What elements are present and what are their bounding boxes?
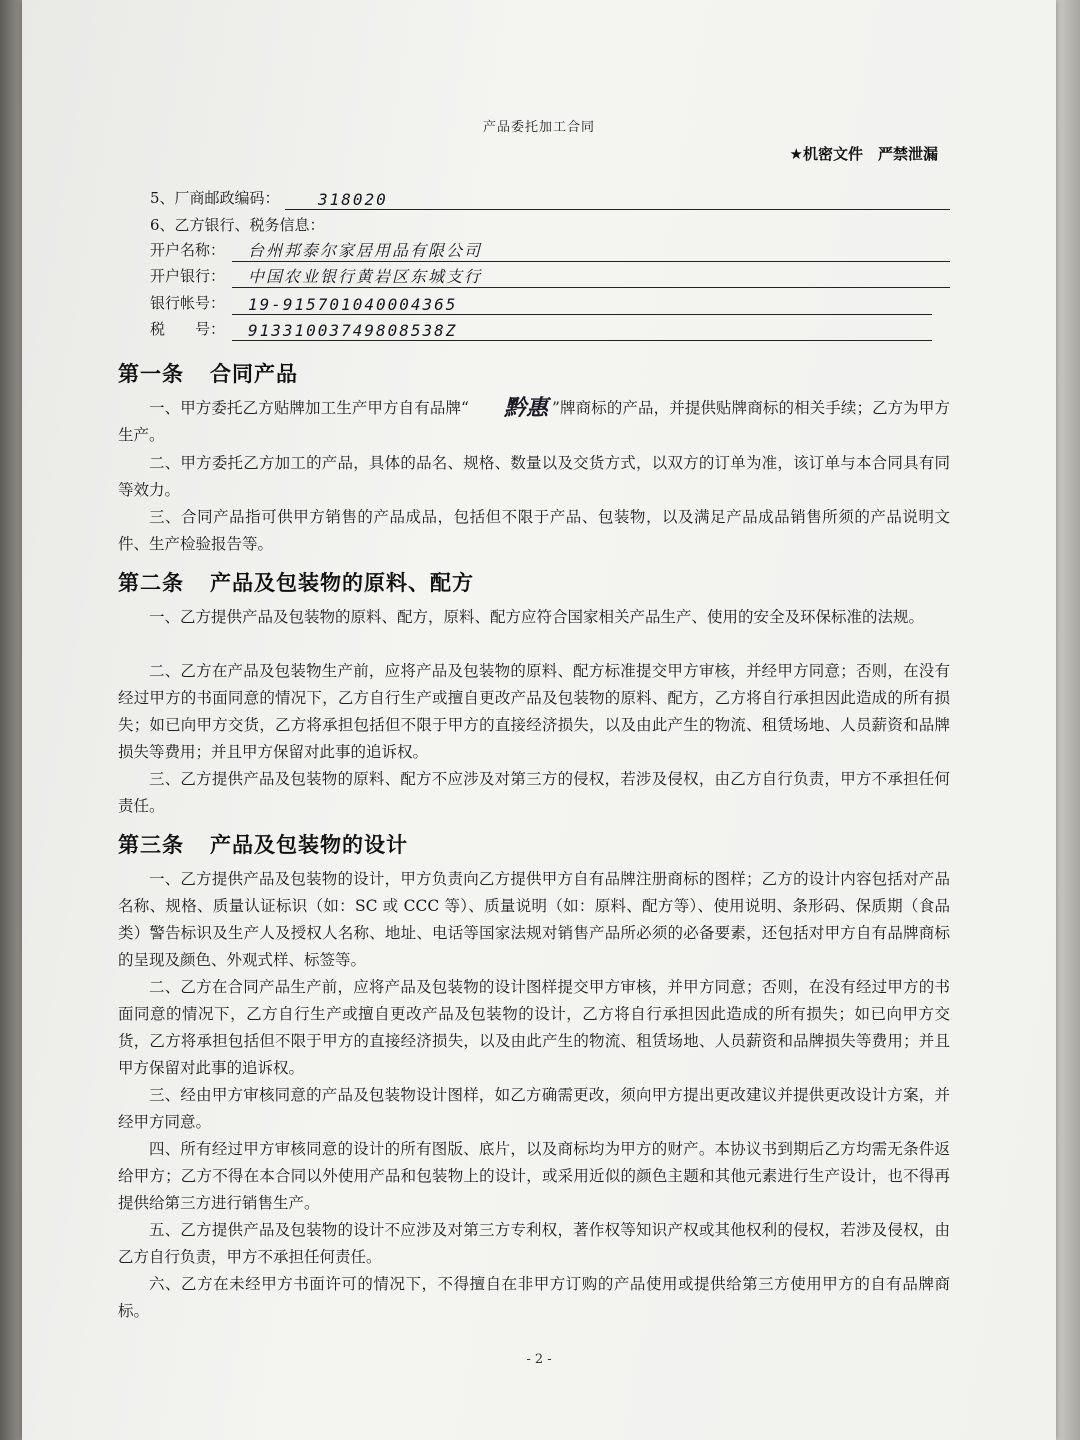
article-2-number: 第二条 [118,571,184,595]
article-3-clause-3: 三、经由甲方审核同意的产品及包装物设计图样，如乙方确需更改，须向甲方提出更改建议并提供更改设计方案，并经甲方同意。 [118,1086,950,1131]
account-no-value: 19-915701040004365 [248,295,458,314]
account-name-line [232,261,950,262]
article-3-clause-1: 一、乙方提供产品及包装物的设计，甲方负责向乙方提供甲方自有品牌注册商标的图样；乙方的设计内容包括对产品名称、规格、质量认证标识（如：SC 或 CCC 等）、质量说明（如：原料、配方等）、使用说明、条形码、保质期（食品类）警告标识及生产人及授权人名称、地址、电话等国家法规对销售产品所必须的必备要素，还包括对甲方自有品牌商标的呈现及颜色、外观式样、标签等。 [118,870,950,969]
article-2-title: 产品及包装物的原料、配方 [210,571,474,595]
tax-no-value: 91331003749808538Z [248,321,458,340]
bank-label: 开户银行： [150,267,226,285]
article-1-clause-2: 二、甲方委托乙方加工的产品，具体的品名、规格、数量以及交货方式，以双方的订单为准，该订单与本合同具有同等效力。 [118,454,950,499]
account-no-label: 银行帐号： [150,294,226,312]
confidential-notice: ★机密文件 严禁泄漏 [789,145,938,163]
document-title: 产品委托加工合同 [482,120,595,135]
bank-info-row [150,213,950,237]
tax-no-row [150,317,950,341]
article-1-clause-1 [118,395,950,449]
account-name-label: 开户名称： [150,241,226,259]
tax-no-line [232,340,932,341]
page-number: - 2 - [526,1352,552,1367]
article-3-clause-4: 四、所有经过甲方审核同意的设计的所有图版、底片，以及商标均为甲方的财产。本协议书到期后乙方均需无条件返给甲方；乙方不得在本合同以外使用产品和包装物上的设计，或采用近似的颜色主题和其他元素进行生产设计，也不得再提供给第三方进行销售生产。 [118,1140,950,1212]
article-1-heading [118,358,298,388]
tax-no-label: 税 号： [150,320,226,338]
article-3-clause-6: 六、乙方在未经甲方书面许可的情况下，不得擅自在非甲方订购的产品使用或提供给第三方使用甲方的自有品牌商标。 [118,1275,950,1320]
postal-code-row [150,186,950,210]
postal-code-line [285,209,950,210]
article-2-clause-2: 二、乙方在产品及包装物生产前，应将产品及包装物的原料、配方标准提交甲方审核，并经甲方同意；否则，在没有经过甲方的书面同意的情况下，乙方自行生产或擅自更改产品及包装物的原料、配方，乙方将自行承担因此造成的所有损失；如已向甲方交货，乙方将承担包括但不限于甲方的直接经济损失，以及由此产生的物流、租赁场地、人员薪资和品牌损失等费用；并且甲方保留对此事的追诉权。 [118,662,950,761]
bank-value: 中国农业银行黄岩区东城支行 [248,267,483,286]
article-2-clause-1: 一、乙方提供产品及包装物的原料、配方，原料、配方应符合国家相关产品生产、使用的安全及环保标准的法规。 [149,608,925,626]
bank-info-label: 6、乙方银行、税务信息： [150,216,325,234]
article-2-heading [118,567,474,597]
account-name-value: 台州邦泰尔家居用品有限公司 [248,241,483,260]
postal-code-label: 5、厂商邮政编码： [150,189,280,207]
account-no-row [150,291,950,315]
bank-row [150,264,950,288]
article-3-clause-5: 五、乙方提供产品及包装物的设计不应涉及对第三方专利权，著作权等知识产权或其他权利的侵权，若涉及侵权，由乙方自行负责，甲方不承担任何责任。 [118,1221,950,1266]
article-1-title: 合同产品 [210,362,298,386]
account-no-line [232,314,932,315]
article-3-clause-2: 二、乙方在合同产品生产前，应将产品及包装物的设计图样提交甲方审核，并甲方同意；否则，在没有经过甲方的书面同意的情况下，乙方自行生产或擅自更改产品及包装物的设计，乙方将自行承担因此造成的所有损失；如已向甲方交货，乙方将承担包括但不限于甲方的直接经济损失，以及由此产生的物流、租赁场地、人员薪资和品牌损失等费用；并且甲方保留对此事的追诉权。 [118,978,950,1077]
brand-handwritten: 黔惠 [503,395,548,421]
postal-code-value: 318020 [318,190,388,209]
document-page [22,0,1056,1440]
article-1-clause-1-part-a: 一、甲方委托乙方贴牌加工生产甲方自有品牌“ [149,399,469,417]
article-1-clause-3: 三、合同产品指可供甲方销售的产品成品，包括但不限于产品、包装物，以及满足产品成品销售所须的产品说明文件、生产检验报告等。 [118,508,950,553]
account-name-row [150,238,950,262]
article-2-clause-3: 三、乙方提供产品及包装物的原料、配方不应涉及对第三方的侵权，若涉及侵权，由乙方自行负责，甲方不承担任何责任。 [118,770,950,815]
article-3-heading [118,829,408,859]
bank-line [232,287,950,288]
article-1-clause-1-part-b: ”牌商标的产品，并提供贴牌商标的相关手续；乙方为甲方生产。 [118,399,950,444]
article-3-title: 产品及包装物的设计 [210,833,408,857]
article-1-number: 第一条 [118,362,184,386]
article-3-number: 第三条 [118,833,184,857]
